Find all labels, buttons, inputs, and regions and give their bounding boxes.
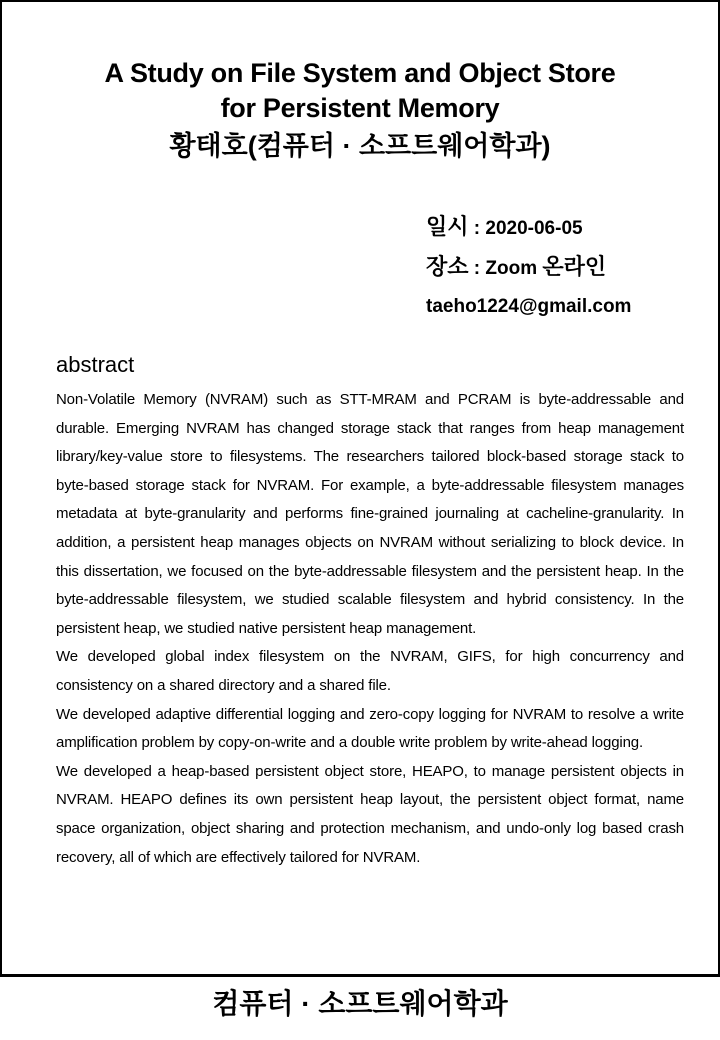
title-block bbox=[0, 56, 720, 165]
place-row bbox=[426, 248, 631, 288]
author-line: 황태호(컴퓨터 · 소프트웨어학과) bbox=[169, 131, 551, 161]
email: taeho1224@gmail.com bbox=[426, 296, 632, 317]
date-label: 일시 bbox=[426, 214, 469, 239]
abstract-heading: abstract bbox=[56, 352, 135, 377]
title-line-1: A Study on File System and Object Store bbox=[104, 58, 616, 88]
abstract-body bbox=[56, 386, 684, 872]
date-row bbox=[426, 208, 631, 248]
abstract-paragraph: We developed adaptive differential logging and zero-copy logging for NVRAM to resolve a write amplification problem by copy-on-write and a double write problem by write-ahead logging. bbox=[56, 705, 684, 752]
abstract-paragraph: We developed global index filesystem on the NVRAM, GIFS, for high concurrency and consistency on a shared directory and a shared file. bbox=[56, 648, 684, 694]
abstract-paragraph: We developed a heap-based persistent object store, HEAPO, to manage persistent objects in NVRAM. HEAPO defines its own persistent heap layout, the persistent object format, name space organization, object sharing and protection mechanism, and undo-only log based crash recovery, all of which are effectively tailored for NVRAM. bbox=[56, 762, 684, 866]
place-label: 장소 bbox=[426, 254, 469, 279]
abstract-paragraph: Non-Volatile Memory (NVRAM) such as STT-MRAM and PCRAM is byte-addressable and durable. Emerging NVRAM has changed storage stack that ranges from heap management library/key-value store to filesystems. The researchers tailored block-based storage stack to byte-based storage stack for NVRAM. For example, a byte-addressable filesystem manages metadata at byte-granularity and performs fine-grained journaling at cacheline-granularity. In addition, a persistent heap manages objects on NVRAM without serializing to block device. In this dissertation, we focused on the byte-addressable filesystem and the persistent heap. In the byte-addressable filesystem, we studied scalable filesystem and hybrid consistency. In the persistent heap, we studied native persistent heap management. bbox=[56, 391, 684, 637]
meta-info bbox=[426, 208, 631, 324]
date-value: : 2020-06-05 bbox=[468, 218, 583, 239]
footer-department: 컴퓨터 · 소프트웨어학과 bbox=[212, 988, 508, 1019]
place-value-suffix: 온라인 bbox=[542, 254, 607, 279]
title-line-2: for Persistent Memory bbox=[220, 93, 500, 123]
place-value-prefix: : Zoom bbox=[468, 258, 543, 279]
